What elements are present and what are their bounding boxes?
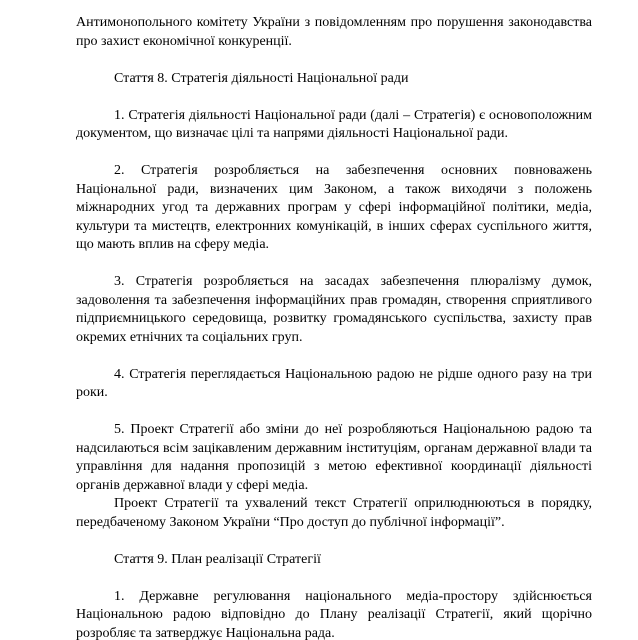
article-8-paragraph-5-continuation: Проект Стратегії та ухвалений текст Стратегії оприлюднюються в порядку, передбаченому Законом України “Про доступ до публічної інформації”.: [76, 496, 592, 530]
spacer: [76, 532, 592, 551]
spacer: [76, 347, 592, 366]
spacer: [76, 403, 592, 422]
spacer: [76, 255, 592, 274]
article-8-paragraph-5: 5. Проект Стратегії або зміни до неї розробляються Національною радою та надсилаються всім зацікавленим державним інституціям, органам державної влади та управління для надання пропозицій з метою ефективної координації діяльності органів державної влади у сфері медіа.: [76, 422, 592, 493]
article-8-paragraph-2: 2. Стратегія розробляється на забезпечення основних повноважень Національної ради, визначених цим Законом, а також виходячи з положень міжнародних угод та державних програм у сфері інформаційної політики, медіа, культури та мистецтв, електронних комунікацій, в інших сферах суспільного життя, що мають вплив на сферу медіа.: [76, 163, 592, 252]
article-8-paragraph-4: 4. Стратегія переглядається Національною радою не рідше одного разу на три роки.: [76, 366, 592, 400]
article-8-heading: Стаття 8. Стратегія діяльності Національної ради: [114, 70, 409, 86]
article-8-paragraph-3: 3. Стратегія розробляється на засадах забезпечення плюралізму думок, задоволення та забезпечення інформаційних прав громадян, створення сприятливого підприємницького середовища, розвитку громадянського суспільства, захисту прав окремих етнічних та соціальних груп.: [76, 274, 592, 345]
spacer: [76, 88, 592, 107]
document-body: [76, 14, 592, 640]
spacer: [76, 144, 592, 163]
article-9-paragraph-1: 1. Державне регулювання національного медіа-простору здійснюється Національною радою відповідно до Плану реалізації Стратегії, який щорічно розробляє та затверджує Національна рада.: [76, 588, 592, 640]
spacer: [76, 51, 592, 70]
spacer: [76, 569, 592, 588]
article-8-paragraph-1: 1. Стратегія діяльності Національної ради (далі – Стратегія) є основоположним документом, що визначає цілі та напрями діяльності Національної ради.: [76, 107, 592, 141]
intro-continuation: Антимонопольного комітету України з повідомленням про порушення законодавства про захист економічної конкуренції.: [76, 15, 592, 49]
article-9-heading: Стаття 9. План реалізації Стратегії: [114, 551, 321, 567]
